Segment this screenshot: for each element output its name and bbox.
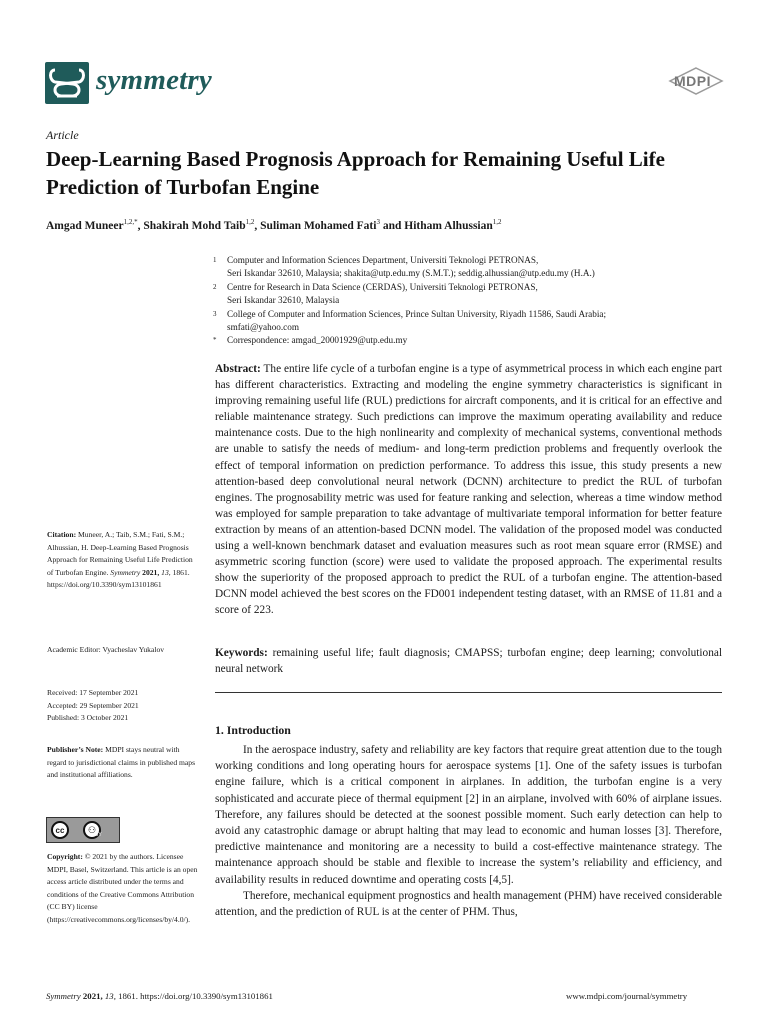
keywords-text: remaining useful life; fault diagnosis; CMAPSS; turbofan engine; deep learning; convolutional neural network [215,647,722,676]
citation-volume: 13, [161,567,171,577]
paragraph: Therefore, mechanical equipment prognostics and health management (PHM) have received considerable attention, and the prediction of RUL is at the center of PHM. Thus, [215,889,722,919]
citation-doi[interactable]: 1861. https://doi.org/10.3390/sym13101861 [47,567,190,590]
by-attribution-icon: ⚇ [83,821,101,839]
dates-block [47,687,199,725]
affiliation-line [213,267,713,280]
affiliation-marker: 2 [213,282,217,291]
cc-icon: cc [51,821,69,839]
accepted-date: Accepted: 29 September 2021 [47,700,139,710]
affiliation-text: smfati@yahoo.com [227,322,299,333]
citation-journal: Symmetry [110,567,141,577]
editor-label: Academic Editor: [47,645,101,654]
academic-editor [47,644,199,657]
cc-license-badge[interactable] [46,817,120,843]
journal-name: symmetry [96,64,212,96]
author-separator: and [379,219,405,232]
paragraph: In the aerospace industry, safety and reliability are key factors that require great attention due to the tough working conditions and long operating hours for aerospace systems [1]. One of the safety issues is turbofan engine failure, which is a critical component in airplanes. In addition, the turbofan engine is a very sophisticated and accurate piece of thermal equipment [2] in an airplane, involved with 60% of airplane issues. Therefore, any failures should be detected at the soonest possible moment. Such early detection can help to avoid any catastrophic damage or abrupt halting that may lead to economic and human losses [3]. Therefore, predictive maintenance and monitoring are a necessity to build a cost-effective maintenance strategy. The maintenance approach should be stable and flexible to increase the system’s reliability and efficiency, and availability results in reduced downtime and operating costs [4,5]. [215,744,722,886]
introduction-body [215,742,722,920]
copyright-block [47,851,199,927]
keywords [215,645,722,677]
publisher-name: MDPI [674,73,711,89]
author-separator: , [254,219,261,232]
footer-doi[interactable]: 1861. https://doi.org/10.3390/sym13101861 [118,991,273,1001]
affiliations [213,254,713,348]
affiliation-marker: 1 [213,256,217,264]
abstract-text: The entire life cycle of a turbofan engine is a type of asymmetrical process in which each engine part has different characteristics. Extracting and modeling the engine symmetry characteristics is significant in improving remaining useful life (RUL) predictions for aircraft components, and it is critical for an effective and reliable maintenance strategy. Such predictions can improve the maximum operating availability and reduce maintenance costs. Due to the high nonlinearity and complexity of mechanical systems, conventional methods are unable to satisfy the needs of medium- and long-term prediction problems and frequently overlook the effect of temporal information on prediction performance. To address this issue, this study presents a new attention-based deep convolutional neural network (DCNN) architecture to predict the RUL of turbofan engines. The prognosability metric was used for feature ranking and selection, whereas a time window method was employed for sample preparation to take advantage of multivariate temporal information for better feature extraction by means of an attention-based DCNN model. The validation of the proposed model was conducted using a well-known benchmark dataset and evaluation measures such as root mean square error (RMSE) and asymmetric scoring function (score) were used to validate the proposed approach. The experimental results show the superiority of the proposed approach to predict the RUL of a turbofan engine. The attention-based DCNN model achieved the best scores on the FD001 independent testing dataset, with an RMSE of 11.81 and a score of 223. [215,363,722,617]
affiliation-line [213,281,713,294]
footer-year: 2021, [82,991,103,1001]
license-badge-label: BY [95,832,102,838]
footer-citation [46,991,273,1001]
abstract-label: Abstract: [215,363,261,375]
affiliation-text: Seri Iskandar 32610, Malaysia; shakita@utp.edu.my (S.M.T.); seddig.alhussian@utp.edu.my (H.A.) [227,268,595,279]
affiliation-text: Centre for Research in Data Science (CERDAS), Universiti Teknologi PETRONAS, [227,281,538,292]
author-affiliation-marker: 1,2,* [123,218,138,226]
author-name[interactable]: Suliman Mohamed Fati [260,219,377,232]
publisher-logo [668,66,724,101]
footer-journal: Symmetry [46,991,81,1001]
affiliation-marker [213,321,227,334]
author-separator: , [137,219,144,232]
publisher-note-label: Publisher’s Note: [47,745,104,754]
affiliation-line [213,294,713,307]
affiliation-text: Computer and Information Sciences Department, Universiti Teknologi PETRONAS, [227,255,539,265]
author-list [46,218,746,232]
affiliation-marker: 3 [213,309,217,318]
author-affiliation-marker: 1,2 [245,218,255,226]
footer-url[interactable]: www.mdpi.com/journal/symmetry [566,991,688,1001]
copyright-label: Copyright: [47,852,83,861]
published-date: Published: 3 October 2021 [47,713,129,723]
citation-text: Muneer, A.; Taib, S.M.; Fati, S.M.; Alhussian, H. Deep-Learning Based Prognosis Approach for Remaining Useful Life Prediction of Turbofan Engine. [47,530,193,577]
citation-year: 2021, [142,567,160,577]
citation-block [47,529,199,592]
citation-label: Citation: [47,530,77,539]
keywords-label: Keywords: [215,647,268,659]
affiliation-line [213,334,713,347]
affiliation-line [213,321,713,334]
author-name[interactable]: Amgad Muneer [46,219,124,232]
copyright-text: © 2021 by the authors. Licensee MDPI, Basel, Switzerland. This article is an open access article distributed under the terms and conditions of the Creative Commons Attribution (CC BY) license (https://creativecommons.org/licenses/by/4.0/). [47,852,198,924]
publisher-note-text: MDPI stays neutral with regard to jurisdictional claims in published maps and institutional affiliations. [47,745,196,780]
affiliation-marker [213,267,227,280]
abstract [215,361,722,619]
publisher-note [47,744,199,782]
received-date: Received: 17 September 2021 [47,688,139,697]
section-heading: 1. Introduction [215,723,291,737]
footer-volume: 13, [104,991,116,1001]
article-title: Deep-Learning Based Prognosis Approach for Remaining Useful Life Prediction of Turbofan Engine [46,147,665,199]
affiliation-text: Seri Iskandar 32610, Malaysia [227,295,340,306]
author-affiliation-marker: 1,2 [492,218,502,226]
affiliation-line [213,254,713,267]
section-divider [215,692,722,693]
affiliation-text: College of Computer and Information Sciences, Prince Sultan University, Riyadh 11586, Saudi Arabia; [227,308,606,319]
journal-logo-icon [45,62,89,104]
affiliation-marker [213,294,227,307]
author-affiliation-marker: 3 [376,218,380,226]
author-name[interactable]: Shakirah Mohd Taib [143,219,246,232]
article-type: Article [46,128,79,142]
affiliation-line [213,308,713,321]
author-name[interactable]: Hitham Alhussian [404,219,493,232]
affiliation-text: Correspondence: amgad_20001929@utp.edu.my [227,335,408,346]
editor-name: Vyacheslav Yukalov [102,645,165,654]
affiliation-marker: * [213,336,217,345]
